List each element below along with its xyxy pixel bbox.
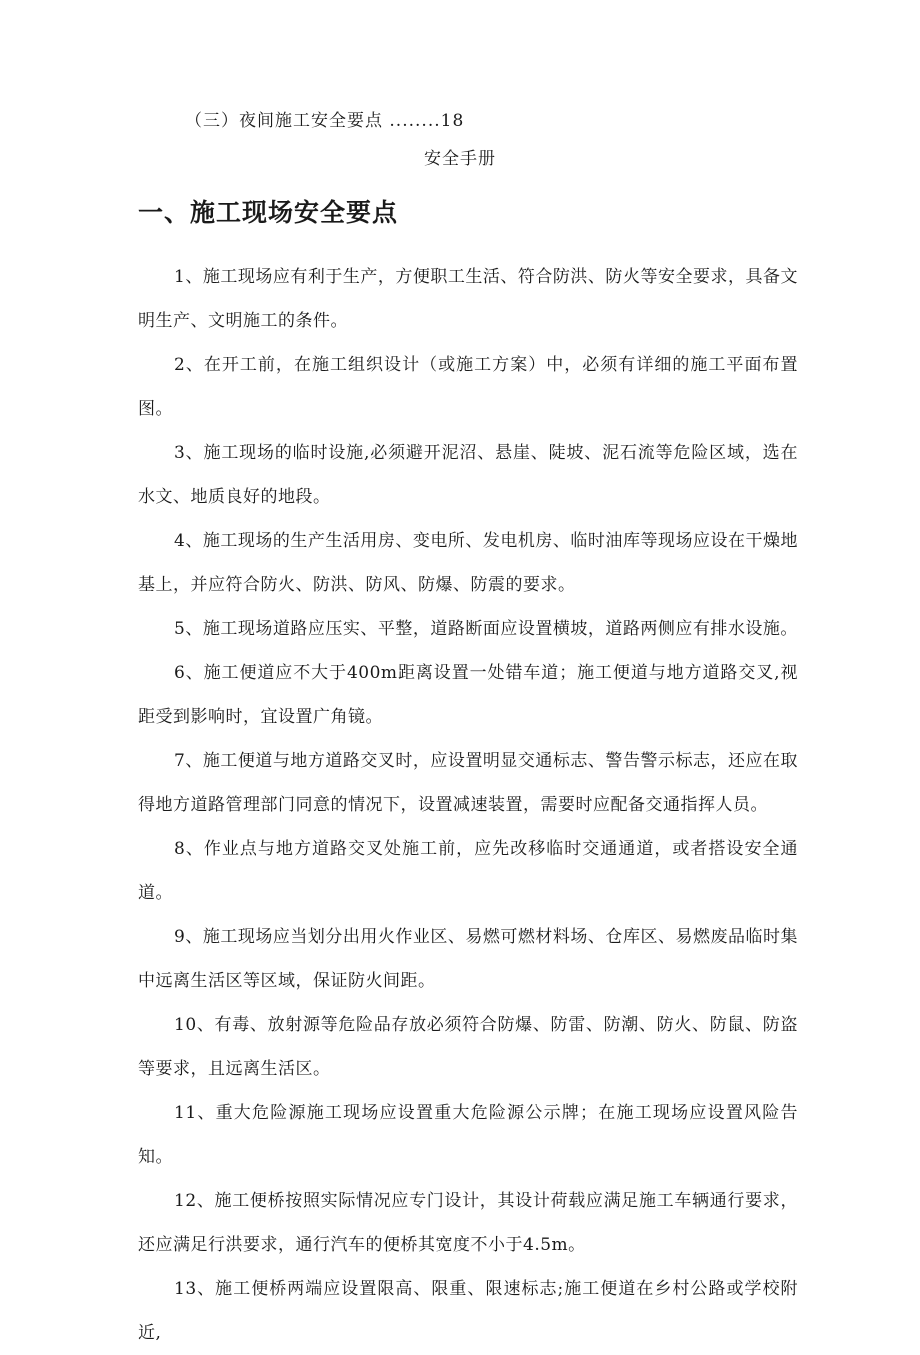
paragraph-13: 13、施工便桥两端应设置限高、限重、限速标志;施工便道在乡村公路或学校附近, [138,1279,798,1343]
paragraph-10: 10、有毒、放射源等危险品存放必须符合防爆、防雷、防潮、防火、防鼠、防盗等要求，且远离生活区。 [138,1015,798,1079]
paragraph-11: 11、重大危险源施工现场应设置重大危险源公示牌；在施工现场应设置风险告知。 [138,1103,798,1167]
paragraph-2: 2、在开工前，在施工组织设计（或施工方案）中，必须有详细的施工平面布置图。 [138,355,798,419]
paragraph-8: 8、作业点与地方道路交叉处施工前，应先改移临时交通通道，或者搭设安全通道。 [138,839,798,903]
toc-entry: （三）夜间施工安全要点 ........18 [185,111,465,131]
paragraph-7: 7、施工便道与地方道路交叉时，应设置明显交通标志、警告警示标志，还应在取得地方道路管理部门同意的情况下，设置减速装置，需要时应配备交通指挥人员。 [138,751,798,815]
running-header: 安全手册 [424,149,496,169]
paragraph-5: 5、施工现场道路应压实、平整，道路断面应设置横坡，道路两侧应有排水设施。 [174,619,798,639]
body-text [138,255,798,1355]
paragraph-1: 1、施工现场应有利于生产，方便职工生活、符合防洪、防火等安全要求，具备文明生产、文明施工的条件。 [138,267,798,331]
paragraph-9: 9、施工现场应当划分出用火作业区、易燃可燃材料场、仓库区、易燃废品临时集中远离生活区等区域，保证防火间距。 [138,927,798,991]
paragraph-3: 3、施工现场的临时设施,必须避开泥沼、悬崖、陡坡、泥石流等危险区域，选在水文、地质良好的地段。 [138,443,798,507]
paragraph-4: 4、施工现场的生产生活用房、变电所、发电机房、临时油库等现场应设在干燥地基上，并应符合防火、防洪、防风、防爆、防震的要求。 [138,531,798,595]
paragraph-6: 6、施工便道应不大于400m距离设置一处错车道；施工便道与地方道路交叉,视距受到影响时，宜设置广角镜。 [138,663,798,727]
section-heading: 一、施工现场安全要点 [138,198,399,227]
paragraph-12: 12、施工便桥按照实际情况应专门设计，其设计荷载应满足施工车辆通行要求，还应满足行洪要求，通行汽车的便桥其宽度不小于4.5m。 [138,1191,798,1255]
